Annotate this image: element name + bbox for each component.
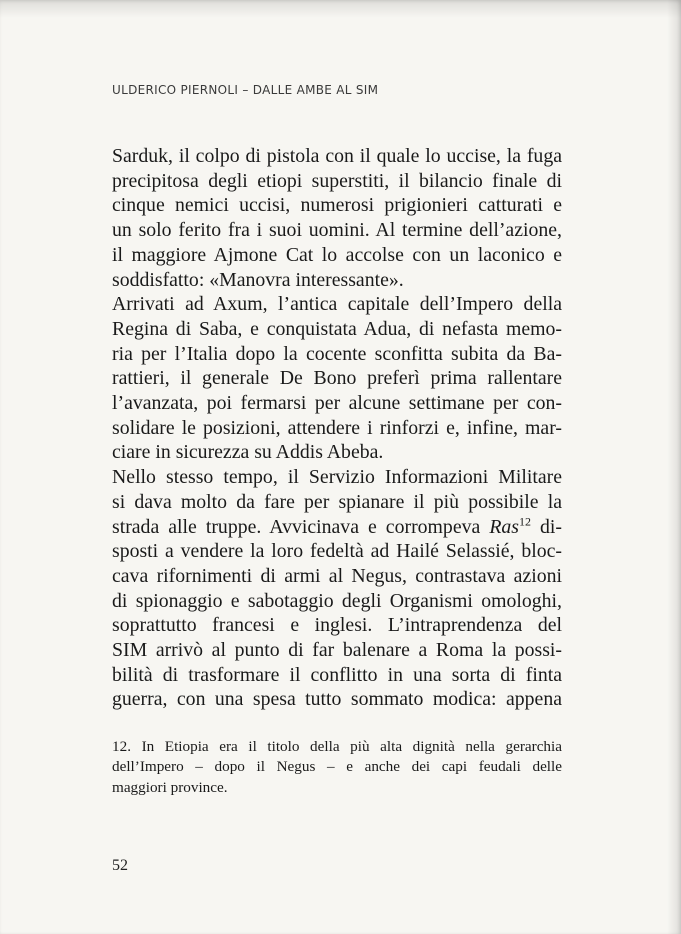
footnote-reference[interactable]: 12	[518, 513, 531, 528]
body-line: precipitosa degli etiopi superstiti, il bilancio finale di	[112, 169, 562, 192]
body-line: bilità di trasformare il conflitto in una sorta di finta	[112, 663, 562, 686]
body-line-ras	[112, 515, 562, 540]
body-line: cava rifornimenti di armi al Negus, contrastava azioni	[112, 564, 562, 587]
body-line-text: di-	[530, 515, 562, 538]
page-top-shadow	[0, 0, 681, 18]
ras-word: Ras	[489, 515, 519, 538]
body-line: solidare le posizioni, attendere i rinforzi e, infine, mar-	[112, 416, 562, 439]
footnote-line: dell’Impero – dopo il Negus – e anche dei capi feudali delle	[112, 758, 562, 776]
footnote-line: maggiori province.	[112, 778, 228, 796]
body-line: ciare in sicurezza su Addis Abeba.	[112, 441, 384, 464]
body-line: cinque nemici uccisi, numerosi prigionieri catturati e	[112, 194, 562, 217]
body-line: soprattutto francesi e inglesi. L’intraprendenza del	[112, 614, 562, 637]
body-line: soddisfatto: «Manovra interessante».	[112, 268, 404, 291]
page-right-shadow	[667, 0, 681, 934]
body-line: un solo ferito fra i suoi uomini. Al termine dell’azione,	[112, 219, 562, 242]
footnote-line: 12. In Etiopia era il titolo della più alta dignità nella gerarchia	[112, 738, 562, 755]
body-text	[112, 144, 562, 712]
body-line: il maggiore Ajmone Cat lo accolse con un laconico e	[112, 243, 562, 266]
body-line: l’avanzata, poi fermarsi per alcune settimane per con-	[112, 392, 562, 415]
footnote	[112, 737, 562, 798]
body-line-text: strada alle truppe. Avvicinava e corrompeva	[112, 515, 481, 538]
body-line: sposti a vendere la loro fedeltà ad Hailé Selassié, bloc-	[112, 540, 562, 563]
page-number: 52	[112, 857, 128, 874]
body-line: Nello stesso tempo, il Servizio Informazioni Militare	[112, 466, 562, 489]
body-line: Regina di Saba, e conquistata Adua, di nefasta memo-	[112, 317, 562, 340]
body-line: rattieri, il generale De Bono preferì prima rallentare	[112, 367, 562, 390]
body-line: guerra, con una spesa tutto sommato modica: appena	[112, 688, 562, 711]
running-head: ULDERICO PIERNOLI – DALLE AMBE AL SIM	[112, 83, 379, 97]
body-line: si dava molto da fare per spianare il più possibile la	[112, 490, 562, 513]
body-line: Arrivati ad Axum, l’antica capitale dell’Impero della	[112, 293, 562, 316]
body-line: SIM arrivò al punto di far balenare a Roma la possi-	[112, 639, 562, 662]
body-line: Sarduk, il colpo di pistola con il quale lo uccise, la fuga	[112, 145, 562, 167]
body-line: di spionaggio e sabotaggio degli Organismi omologhi,	[112, 589, 562, 612]
body-line: ria per l’Italia dopo la cocente sconfitta subita da Ba-	[112, 342, 562, 365]
